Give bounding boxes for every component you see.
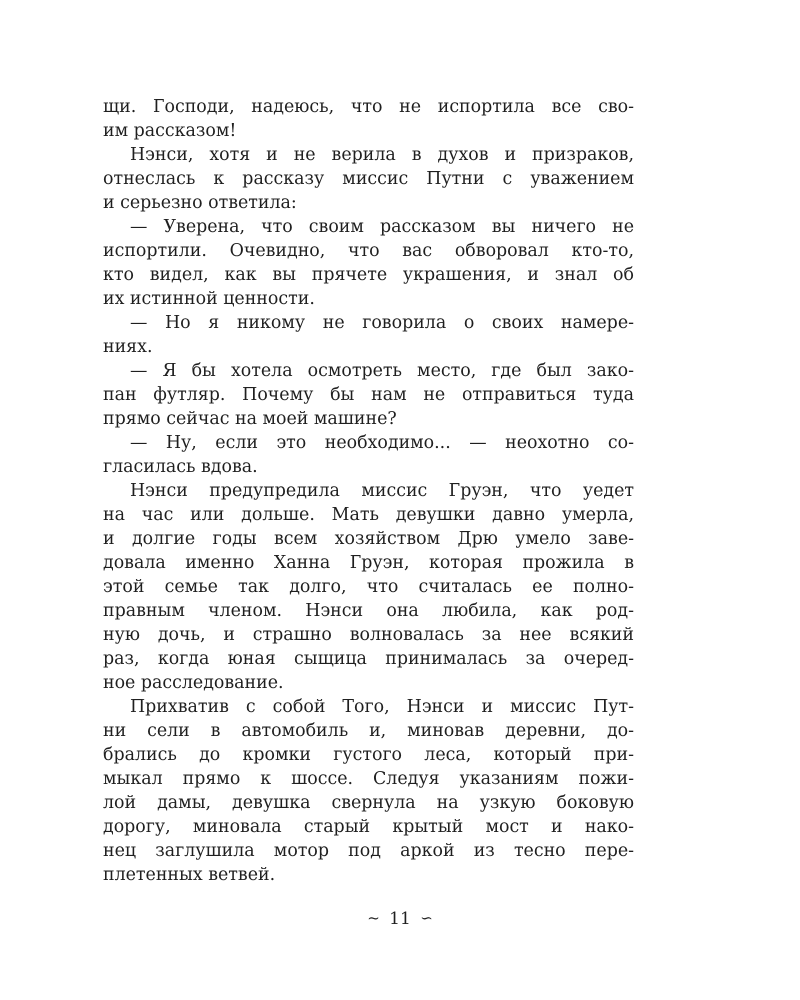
text-line: — Ну, если это необходимо... — неохотно со-	[130, 433, 634, 453]
text-line: им рассказом!	[103, 121, 237, 141]
text-line: — Я бы хотела осмотреть место, где был зако-	[130, 361, 634, 381]
text-line: раз, когда юная сыщица принималась за очеред-	[103, 649, 634, 669]
text-line: на час или дольше. Мать девушки давно умерла,	[103, 505, 634, 525]
text-line: и долгие годы всем хозяйством Дрю умело заве-	[103, 529, 634, 549]
text-line: лой дамы, девушка свернула на узкую боковую	[103, 793, 634, 813]
ornament-right-icon: ∽	[420, 909, 433, 927]
text-line: дорогу, миновала старый крытый мост и нако-	[103, 817, 634, 837]
page-text	[103, 95, 634, 887]
text-line: брались до кромки густого леса, который при-	[103, 745, 634, 765]
text-line: плетенных ветвей.	[103, 865, 276, 885]
text-line: ное расследование.	[103, 673, 284, 693]
text-line: гласилась вдова.	[103, 457, 258, 477]
text-line: кто видел, как вы прячете украшения, и знал об	[103, 265, 634, 285]
text-line: Нэнси предупредила миссис Груэн, что уедет	[130, 481, 634, 501]
text-line: довала именно Ханна Груэн, которая прожила в	[103, 553, 634, 573]
text-line: мыкал прямо к шоссе. Следуя указаниям пожи-	[103, 769, 634, 789]
text-line: ниях.	[103, 337, 153, 357]
text-line: Нэнси, хотя и не верила в духов и призраков,	[130, 145, 634, 165]
text-line: испортили. Очевидно, что вас обворовал кто-то,	[103, 241, 634, 261]
text-line: и серьезно ответила:	[103, 193, 297, 213]
text-line: ни сели в автомобиль и, миновав деревни, до-	[103, 721, 634, 741]
text-line: их истинной ценности.	[103, 289, 315, 309]
page-number: 11	[389, 909, 411, 929]
text-line: этой семье так долго, что считалась ее полно-	[103, 577, 634, 597]
text-line: правным членом. Нэнси она любила, как род-	[103, 601, 634, 621]
text-line: ную дочь, и страшно волновалась за нее всякий	[103, 625, 634, 645]
text-line: Прихватив с собой Того, Нэнси и миссис Пут-	[130, 697, 634, 717]
ornament-left-icon: ~	[367, 909, 380, 927]
page-number-footer	[0, 906, 800, 931]
text-line: пан футляр. Почему бы нам не отправиться туда	[103, 385, 634, 405]
text-line: прямо сейчас на моей машине?	[103, 409, 397, 429]
text-line: щи. Господи, надеюсь, что не испортила все сво-	[103, 97, 634, 117]
text-line: отнеслась к рассказу миссис Путни с уважением	[103, 169, 634, 189]
text-line: — Но я никому не говорила о своих намере-	[130, 313, 634, 333]
text-line: — Уверена, что своим рассказом вы ничего не	[130, 217, 634, 237]
text-line: нец заглушила мотор под аркой из тесно пере-	[103, 841, 634, 861]
